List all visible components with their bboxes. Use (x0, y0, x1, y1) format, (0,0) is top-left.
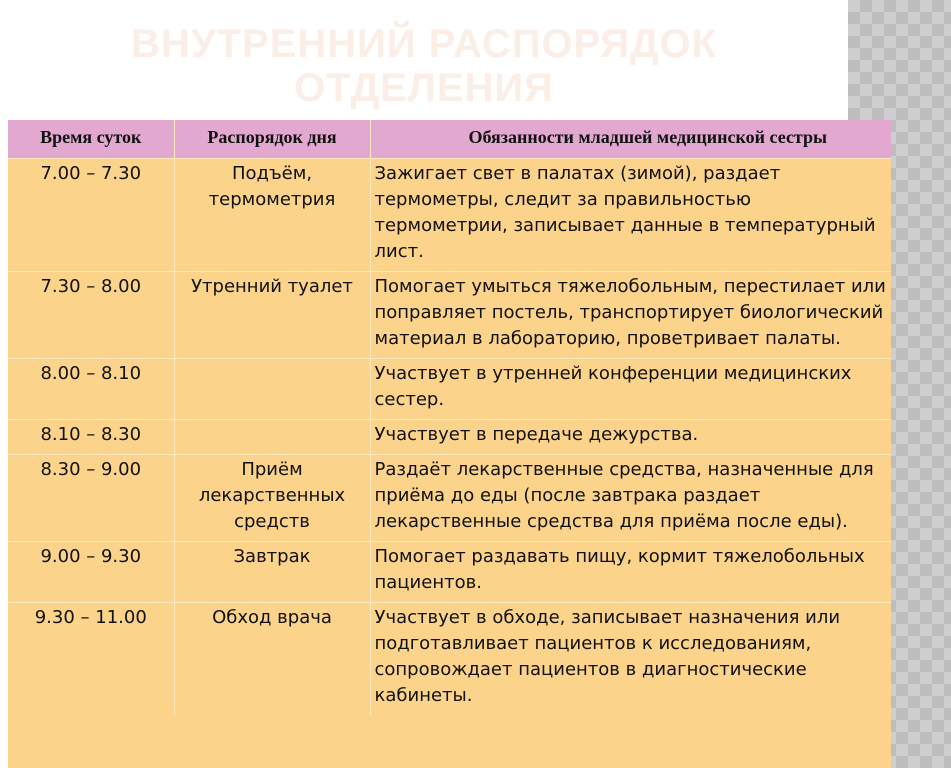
cell-duties: Участвует в утренней конференции медицинских сестер. (370, 359, 891, 420)
slide-title-line-2: ОТДЕЛЕНИЯ (294, 66, 554, 110)
slide-title (0, 22, 848, 110)
header-time: Время суток (8, 120, 174, 159)
table-row (8, 420, 891, 455)
cell-routine: Приём лекарственных средств (174, 455, 370, 542)
table-row (8, 603, 891, 716)
cell-duties: Помогает раздавать пищу, кормит тяжелобольных пациентов. (370, 542, 891, 603)
cell-duties: Помогает умыться тяжелобольным, перестилает или поправляет постель, транспортирует биологический материал в лабораторию, проветривает палаты. (370, 272, 891, 359)
cell-time: 9.30 – 11.00 (8, 603, 174, 716)
table-row (8, 455, 891, 542)
cell-routine: Подъём, термометрия (174, 159, 370, 272)
cell-time: 8.30 – 9.00 (8, 455, 174, 542)
table-row (8, 359, 891, 420)
table-row (8, 272, 891, 359)
schedule-table-container (8, 120, 891, 768)
cell-time: 7.00 – 7.30 (8, 159, 174, 272)
schedule-table (8, 120, 891, 715)
cell-routine (174, 420, 370, 455)
cell-duties: Участвует в обходе, записывает назначения или подготавливает пациентов к исследованиям, сопровождает пациентов в диагностические кабинеты. (370, 603, 891, 716)
table-row (8, 542, 891, 603)
cell-time: 9.00 – 9.30 (8, 542, 174, 603)
table-row (8, 159, 891, 272)
cell-duties: Раздаёт лекарственные средства, назначенные для приёма до еды (после завтрака раздает лекарственные средства для приёма после еды). (370, 455, 891, 542)
cell-time: 8.00 – 8.10 (8, 359, 174, 420)
table-header-row (8, 120, 891, 159)
cell-routine: Утренний туалет (174, 272, 370, 359)
cell-routine: Завтрак (174, 542, 370, 603)
header-duties: Обязанности младшей медицинской сестры (370, 120, 891, 159)
cell-time: 7.30 – 8.00 (8, 272, 174, 359)
header-routine: Распорядок дня (174, 120, 370, 159)
cell-duties: Участвует в передаче дежурства. (370, 420, 891, 455)
cell-routine: Обход врача (174, 603, 370, 716)
cell-duties: Зажигает свет в палатах (зимой), раздает термометры, следит за правильностью термометрии, записывает данные в температурный лист. (370, 159, 891, 272)
cell-routine (174, 359, 370, 420)
slide-title-line-1: ВНУТРЕННИЙ РАСПОРЯДОК (130, 22, 718, 66)
cell-time: 8.10 – 8.30 (8, 420, 174, 455)
